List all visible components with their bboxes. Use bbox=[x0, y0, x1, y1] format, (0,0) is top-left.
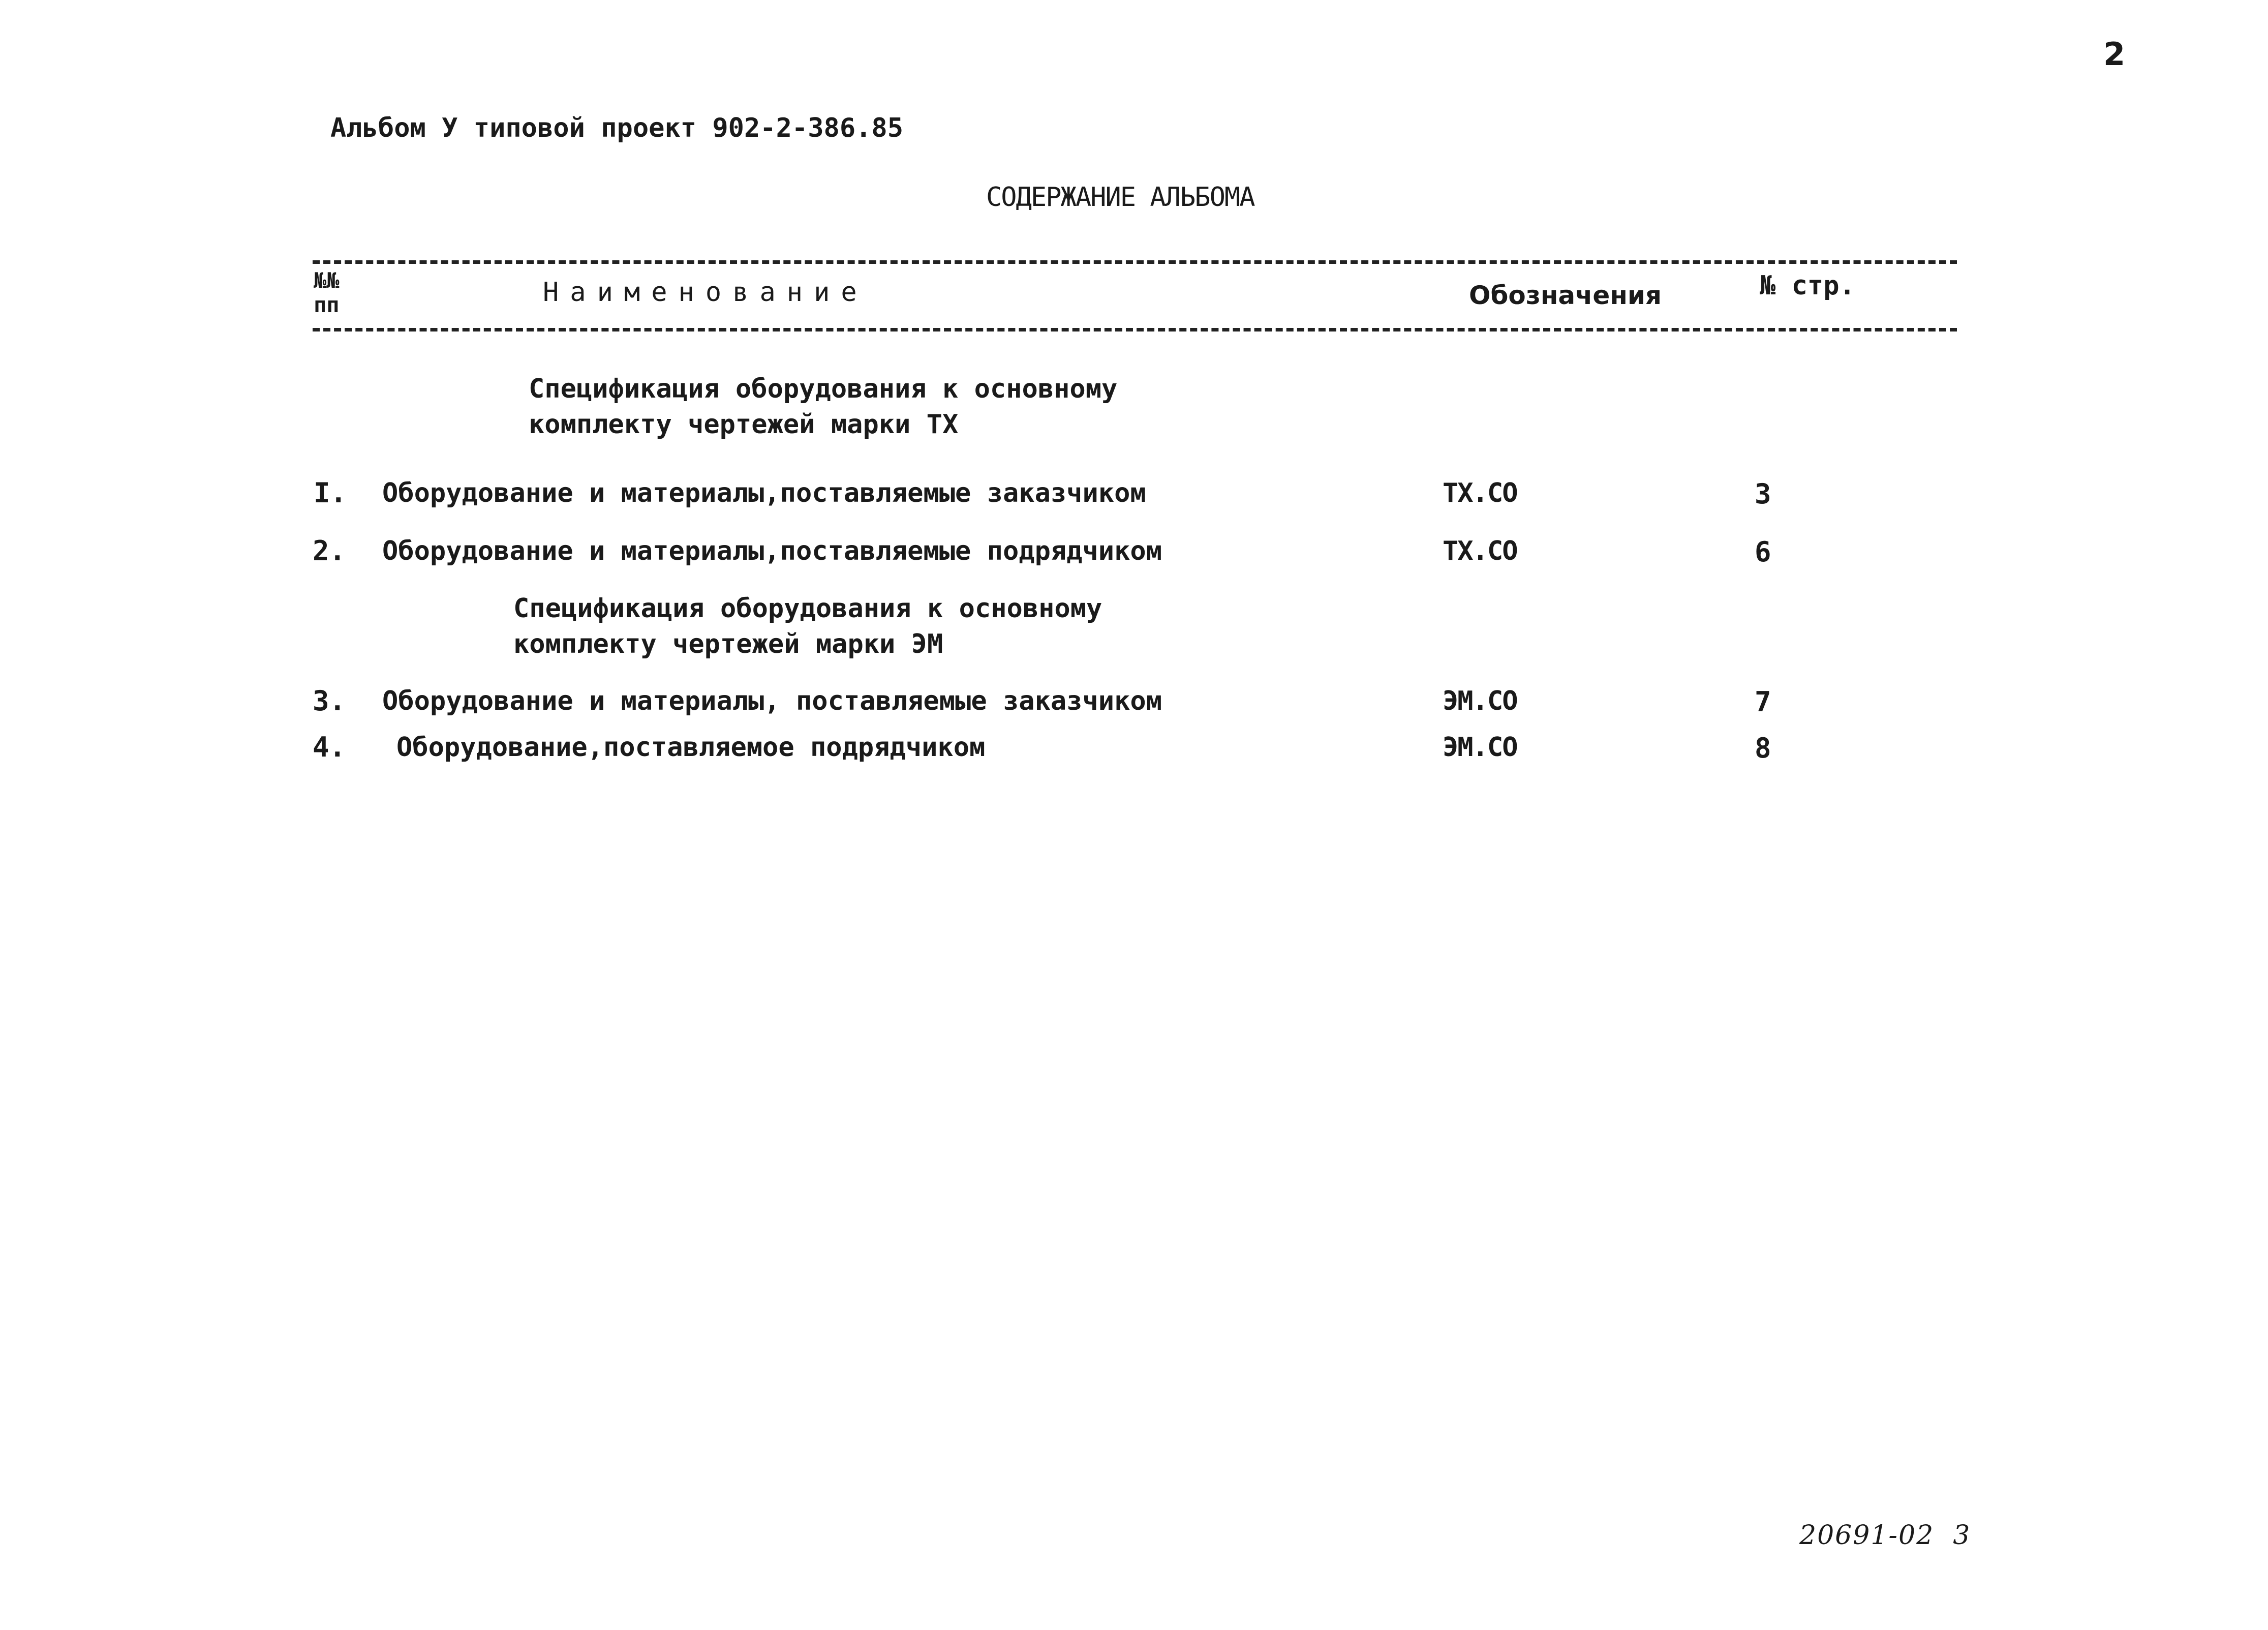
row-page: 7 bbox=[1755, 686, 1771, 718]
row-page: 8 bbox=[1755, 732, 1771, 764]
column-header-page: № стр. bbox=[1760, 270, 1855, 301]
table-header-rule bbox=[313, 328, 1957, 331]
page-number: 2 bbox=[2103, 36, 2126, 73]
row-designation: ЭМ.СО bbox=[1443, 686, 1517, 716]
column-header-designation: Обозначения bbox=[1469, 281, 1662, 310]
column-header-number: №№ пп bbox=[314, 268, 340, 317]
row-designation: ТХ.СО bbox=[1443, 536, 1517, 566]
section-heading-em: Спецификация оборудования к основному комплекту чертежей марки ЭМ bbox=[513, 593, 1102, 659]
row-number: 4. bbox=[313, 731, 346, 763]
row-name: Оборудование и материалы, поставляемые заказчиком bbox=[382, 686, 1162, 716]
row-number: I. bbox=[314, 477, 347, 509]
footer-stamp: 20691-02 3 bbox=[1799, 1520, 1971, 1551]
row-designation: ТХ.СО bbox=[1443, 478, 1517, 508]
row-name: Оборудование и материалы,поставляемые подрядчиком bbox=[382, 536, 1162, 566]
section-heading-tx: Спецификация оборудования к основному комплекту чертежей марки ТХ bbox=[529, 374, 1118, 440]
row-number: 3. bbox=[313, 685, 346, 717]
row-page: 3 bbox=[1755, 478, 1771, 510]
row-number: 2. bbox=[313, 535, 346, 567]
row-designation: ЭМ.СО bbox=[1443, 732, 1517, 763]
table-top-rule bbox=[313, 260, 1957, 264]
row-page: 6 bbox=[1755, 536, 1771, 568]
album-header: Альбом У типовой проект 902-2-386.85 bbox=[330, 113, 904, 143]
row-name: Оборудование,поставляемое подрядчиком bbox=[396, 732, 986, 763]
document-title: СОДЕРЖАНИЕ АЛЬБОМА bbox=[986, 182, 1254, 213]
row-name: Оборудование и материалы,поставляемые заказчиком bbox=[382, 478, 1146, 508]
column-header-name: Наименование bbox=[543, 277, 868, 308]
